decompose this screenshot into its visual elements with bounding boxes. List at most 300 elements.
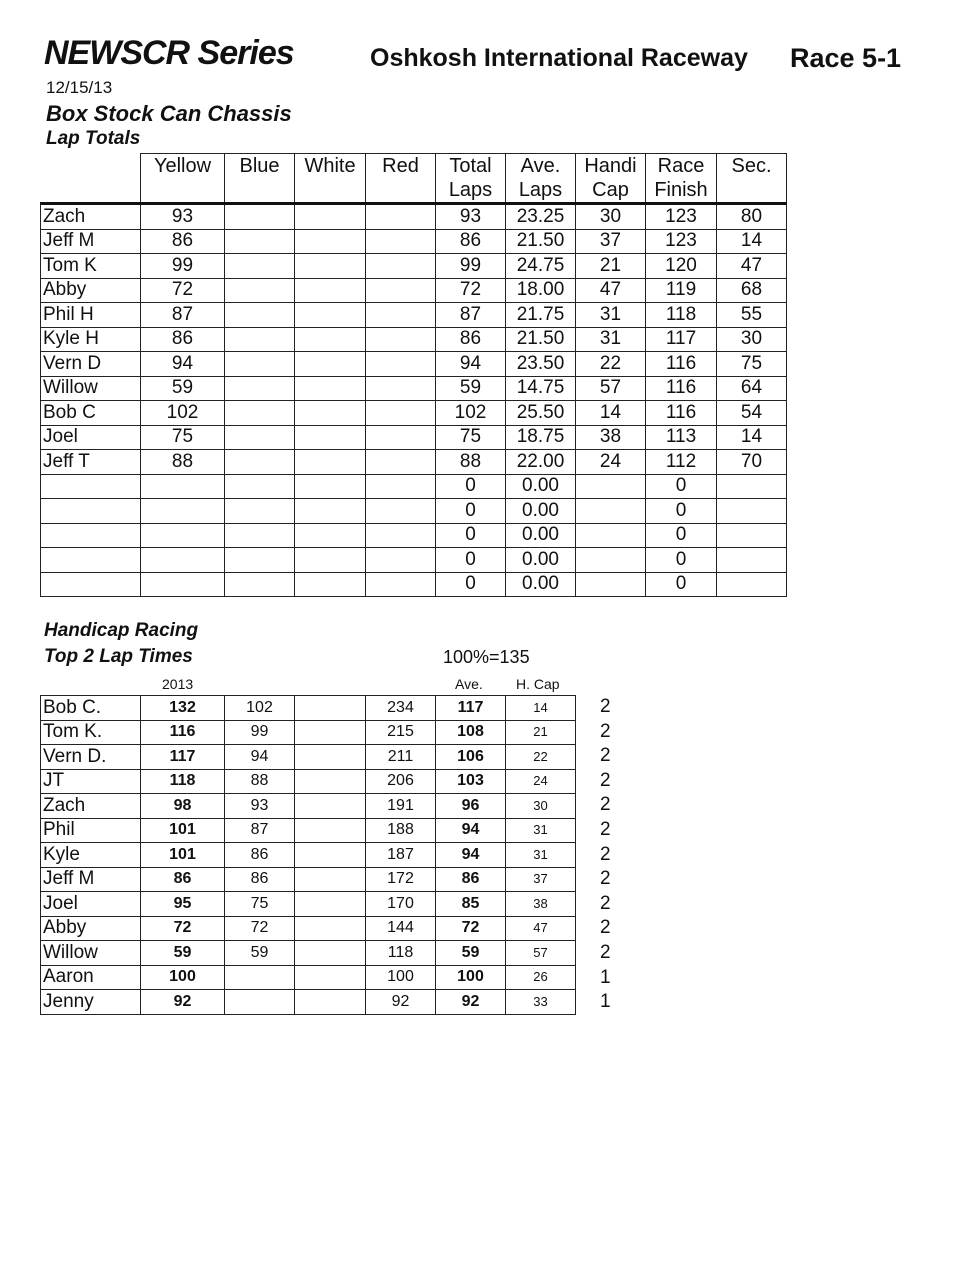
cell-finish: 117 xyxy=(646,327,717,352)
cell-sec: 54 xyxy=(717,401,787,426)
cell-white xyxy=(295,499,366,524)
cell-sec: 70 xyxy=(717,450,787,475)
column-header-top: Total xyxy=(449,155,492,177)
cell-yellow xyxy=(141,474,225,499)
cell-finish: 116 xyxy=(646,352,717,377)
cell-red xyxy=(366,254,436,279)
race-count: 2 xyxy=(600,745,611,767)
cell-white xyxy=(295,229,366,254)
table-row xyxy=(41,843,576,868)
cell-hcap: 57 xyxy=(506,941,576,966)
cell-red xyxy=(366,352,436,377)
series-title: NEWSCR Series xyxy=(44,34,294,72)
column-header xyxy=(717,154,787,204)
cell-red xyxy=(366,229,436,254)
cell-ave: 18.75 xyxy=(506,425,576,450)
cell-yellow: 102 xyxy=(141,401,225,426)
cell-red xyxy=(366,425,436,450)
cell-red xyxy=(366,474,436,499)
cell-y2013: 101 xyxy=(141,818,225,843)
table-row xyxy=(41,548,787,573)
cell-ave: 100 xyxy=(436,965,506,990)
cell-white xyxy=(295,254,366,279)
cell-y2013: 92 xyxy=(141,990,225,1015)
cell-total: 87 xyxy=(436,303,506,328)
cell-lap xyxy=(225,965,295,990)
cell-handicap xyxy=(576,499,646,524)
table-row xyxy=(41,745,576,770)
cell-hcap: 21 xyxy=(506,720,576,745)
table-row xyxy=(41,867,576,892)
table-row xyxy=(41,572,787,597)
table-row xyxy=(41,327,787,352)
cell-name: Vern D. xyxy=(41,745,141,770)
cell-total: 72 xyxy=(436,278,506,303)
cell-sec xyxy=(717,474,787,499)
cell-total: 0 xyxy=(436,523,506,548)
cell-total: 188 xyxy=(366,818,436,843)
cell-total: 172 xyxy=(366,867,436,892)
cell-blue xyxy=(225,474,295,499)
column-header-top: Race xyxy=(657,155,705,177)
cell-yellow: 86 xyxy=(141,327,225,352)
cell-sec xyxy=(717,572,787,597)
cell-ave: 103 xyxy=(436,769,506,794)
cell-sec: 14 xyxy=(717,229,787,254)
table-row xyxy=(41,720,576,745)
cell-white xyxy=(295,572,366,597)
cell-handicap: 47 xyxy=(576,278,646,303)
cell-c3 xyxy=(295,720,366,745)
race-count: 2 xyxy=(600,720,611,742)
column-header xyxy=(141,154,225,204)
cell-c3 xyxy=(295,818,366,843)
cell-handicap xyxy=(576,523,646,548)
cell-finish: 123 xyxy=(646,229,717,254)
cell-ave: 24.75 xyxy=(506,254,576,279)
cell-hcap: 14 xyxy=(506,696,576,721)
section-title: Lap Totals xyxy=(46,128,141,149)
table-row xyxy=(41,818,576,843)
cell-handicap xyxy=(576,474,646,499)
cell-name: Zach xyxy=(41,794,141,819)
cell-hcap: 38 xyxy=(506,892,576,917)
cell-yellow xyxy=(141,548,225,573)
cell-lap: 72 xyxy=(225,916,295,941)
table-row xyxy=(41,916,576,941)
cell-name: Abby xyxy=(41,278,141,303)
race-count: 2 xyxy=(600,794,611,816)
cell-sec xyxy=(717,499,787,524)
col-hcap-label: H. Cap xyxy=(516,676,560,692)
cell-c3 xyxy=(295,696,366,721)
cell-blue xyxy=(225,499,295,524)
cell-ave: 14.75 xyxy=(506,376,576,401)
cell-total: 99 xyxy=(436,254,506,279)
cell-lap: 86 xyxy=(225,867,295,892)
cell-name: Vern D xyxy=(41,352,141,377)
cell-name: Bob C. xyxy=(41,696,141,721)
cell-handicap: 24 xyxy=(576,450,646,475)
cell-y2013: 117 xyxy=(141,745,225,770)
cell-red xyxy=(366,327,436,352)
cell-c3 xyxy=(295,769,366,794)
cell-finish: 0 xyxy=(646,474,717,499)
table-row xyxy=(41,204,787,230)
cell-red xyxy=(366,278,436,303)
race-count: 2 xyxy=(600,942,611,963)
table-row xyxy=(41,303,787,328)
cell-ave: 0.00 xyxy=(506,499,576,524)
handicap-basis: 100%=135 xyxy=(443,647,530,667)
cell-white xyxy=(295,548,366,573)
cell-finish: 123 xyxy=(646,204,717,230)
cell-red xyxy=(366,376,436,401)
lap-totals-table xyxy=(40,202,787,597)
table-row xyxy=(41,696,576,721)
cell-total: 102 xyxy=(436,401,506,426)
cell-finish: 116 xyxy=(646,376,717,401)
cell-y2013: 59 xyxy=(141,941,225,966)
cell-ave: 22.00 xyxy=(506,450,576,475)
column-header-bottom: Finish xyxy=(654,179,708,201)
cell-yellow xyxy=(141,499,225,524)
cell-name: Kyle xyxy=(41,843,141,868)
table-row xyxy=(41,278,787,303)
cell-handicap: 31 xyxy=(576,303,646,328)
cell-sec: 75 xyxy=(717,352,787,377)
cell-lap: 88 xyxy=(225,769,295,794)
column-header-top: Handi xyxy=(584,155,637,177)
cell-c3 xyxy=(295,965,366,990)
cell-name: Phil xyxy=(41,818,141,843)
column-header xyxy=(295,154,366,204)
cell-ave: 23.25 xyxy=(506,204,576,230)
cell-y2013: 118 xyxy=(141,769,225,794)
cell-name: Abby xyxy=(41,916,141,941)
cell-white xyxy=(295,523,366,548)
table-row xyxy=(41,892,576,917)
cell-sec xyxy=(717,523,787,548)
column-header xyxy=(436,154,506,204)
table-row xyxy=(41,474,787,499)
table-row xyxy=(41,376,787,401)
column-header xyxy=(366,154,436,204)
table-row xyxy=(41,450,787,475)
cell-white xyxy=(295,278,366,303)
cell-name: Willow xyxy=(41,941,141,966)
cell-name: JT xyxy=(41,769,141,794)
handicap-subtitle: Top 2 Lap Times xyxy=(44,646,193,667)
cell-blue xyxy=(225,450,295,475)
cell-blue xyxy=(225,376,295,401)
cell-total: 187 xyxy=(366,843,436,868)
cell-name xyxy=(41,499,141,524)
cell-c3 xyxy=(295,916,366,941)
cell-white xyxy=(295,352,366,377)
cell-ave: 0.00 xyxy=(506,474,576,499)
cell-handicap xyxy=(576,548,646,573)
cell-name: Jenny xyxy=(41,990,141,1015)
cell-hcap: 30 xyxy=(506,794,576,819)
cell-ave: 94 xyxy=(436,818,506,843)
cell-total: 59 xyxy=(436,376,506,401)
cell-name: Jeff M xyxy=(41,229,141,254)
cell-name: Tom K xyxy=(41,254,141,279)
cell-blue xyxy=(225,204,295,230)
cell-ave: 23.50 xyxy=(506,352,576,377)
race-count: 2 xyxy=(600,917,611,939)
cell-ave: 18.00 xyxy=(506,278,576,303)
cell-name: Aaron xyxy=(41,965,141,990)
cell-total: 118 xyxy=(366,941,436,966)
cell-ave: 108 xyxy=(436,720,506,745)
column-header xyxy=(646,154,717,204)
cell-ave: 85 xyxy=(436,892,506,917)
cell-hcap: 33 xyxy=(506,990,576,1015)
column-header-top: Blue xyxy=(239,155,280,177)
cell-total: 191 xyxy=(366,794,436,819)
cell-red xyxy=(366,572,436,597)
cell-sec: 30 xyxy=(717,327,787,352)
cell-handicap: 38 xyxy=(576,425,646,450)
cell-total: 144 xyxy=(366,916,436,941)
cell-sec: 68 xyxy=(717,278,787,303)
table-row xyxy=(41,523,787,548)
cell-white xyxy=(295,474,366,499)
cell-name: Zach xyxy=(41,204,141,230)
cell-white xyxy=(295,450,366,475)
cell-ave: 94 xyxy=(436,843,506,868)
column-header-top: Sec. xyxy=(731,155,772,177)
cell-total: 75 xyxy=(436,425,506,450)
cell-hcap: 22 xyxy=(506,745,576,770)
column-header-top: Yellow xyxy=(153,155,212,177)
cell-c3 xyxy=(295,990,366,1015)
cell-handicap xyxy=(576,572,646,597)
cell-hcap: 31 xyxy=(506,843,576,868)
cell-blue xyxy=(225,254,295,279)
cell-name xyxy=(41,474,141,499)
cell-finish: 0 xyxy=(646,499,717,524)
cell-white xyxy=(295,425,366,450)
cell-total: 215 xyxy=(366,720,436,745)
cell-y2013: 100 xyxy=(141,965,225,990)
cell-name xyxy=(41,572,141,597)
cell-name: Jeff T xyxy=(41,450,141,475)
cell-blue xyxy=(225,523,295,548)
cell-handicap: 22 xyxy=(576,352,646,377)
cell-sec: 80 xyxy=(717,204,787,230)
cell-finish: 119 xyxy=(646,278,717,303)
column-header-bottom: Laps xyxy=(448,179,493,201)
cell-hcap: 24 xyxy=(506,769,576,794)
cell-ave: 21.50 xyxy=(506,229,576,254)
cell-name: Bob C xyxy=(41,401,141,426)
cell-red xyxy=(366,499,436,524)
cell-yellow: 72 xyxy=(141,278,225,303)
cell-sec: 14 xyxy=(717,425,787,450)
cell-yellow: 75 xyxy=(141,425,225,450)
cell-y2013: 116 xyxy=(141,720,225,745)
cell-ave: 0.00 xyxy=(506,572,576,597)
cell-lap: 93 xyxy=(225,794,295,819)
cell-blue xyxy=(225,229,295,254)
cell-name: Willow xyxy=(41,376,141,401)
cell-blue xyxy=(225,327,295,352)
race-count: 2 xyxy=(600,892,611,914)
cell-total: 93 xyxy=(436,204,506,230)
cell-sec xyxy=(717,548,787,573)
cell-total: 234 xyxy=(366,696,436,721)
cell-name: Kyle H xyxy=(41,327,141,352)
col-year-label: 2013 xyxy=(162,676,194,692)
cell-name xyxy=(41,548,141,573)
cell-handicap: 14 xyxy=(576,401,646,426)
cell-blue xyxy=(225,572,295,597)
cell-finish: 0 xyxy=(646,572,717,597)
cell-c3 xyxy=(295,867,366,892)
cell-total: 88 xyxy=(436,450,506,475)
cell-c3 xyxy=(295,892,366,917)
cell-blue xyxy=(225,425,295,450)
cell-red xyxy=(366,450,436,475)
cell-total: 94 xyxy=(436,352,506,377)
race-count: 2 xyxy=(600,843,611,865)
table-row xyxy=(41,990,576,1015)
cell-ave: 106 xyxy=(436,745,506,770)
cell-y2013: 132 xyxy=(141,696,225,721)
cell-sec: 64 xyxy=(717,376,787,401)
cell-c3 xyxy=(295,745,366,770)
cell-finish: 118 xyxy=(646,303,717,328)
cell-total: 86 xyxy=(436,327,506,352)
cell-blue xyxy=(225,278,295,303)
race-count: 2 xyxy=(600,819,611,840)
cell-y2013: 101 xyxy=(141,843,225,868)
cell-lap: 94 xyxy=(225,745,295,770)
table-row xyxy=(41,425,787,450)
cell-yellow: 94 xyxy=(141,352,225,377)
cell-ave: 21.50 xyxy=(506,327,576,352)
cell-blue xyxy=(225,303,295,328)
cell-total: 206 xyxy=(366,769,436,794)
cell-handicap: 57 xyxy=(576,376,646,401)
cell-lap: 86 xyxy=(225,843,295,868)
cell-lap xyxy=(225,990,295,1015)
cell-total: 0 xyxy=(436,548,506,573)
cell-total: 86 xyxy=(436,229,506,254)
cell-blue xyxy=(225,352,295,377)
handicap-title: Handicap Racing xyxy=(44,620,199,641)
handicap-table xyxy=(40,695,576,1015)
table-row xyxy=(41,941,576,966)
cell-ave: 72 xyxy=(436,916,506,941)
cell-total: 0 xyxy=(436,572,506,597)
cell-total: 0 xyxy=(436,474,506,499)
column-header-bottom: Laps xyxy=(518,179,563,201)
cell-red xyxy=(366,204,436,230)
cell-yellow: 87 xyxy=(141,303,225,328)
cell-hcap: 31 xyxy=(506,818,576,843)
cell-y2013: 86 xyxy=(141,867,225,892)
cell-hcap: 26 xyxy=(506,965,576,990)
cell-ave: 25.50 xyxy=(506,401,576,426)
cell-total: 92 xyxy=(366,990,436,1015)
cell-lap: 99 xyxy=(225,720,295,745)
cell-blue xyxy=(225,548,295,573)
cell-name: Phil H xyxy=(41,303,141,328)
class-name: Box Stock Can Chassis xyxy=(46,101,292,126)
venue-title: Oshkosh International Raceway xyxy=(370,44,748,72)
race-date: 12/15/13 xyxy=(46,78,113,97)
cell-handicap: 21 xyxy=(576,254,646,279)
cell-c3 xyxy=(295,843,366,868)
cell-white xyxy=(295,204,366,230)
cell-y2013: 72 xyxy=(141,916,225,941)
race-count: 2 xyxy=(600,696,611,717)
table-row xyxy=(41,769,576,794)
cell-y2013: 95 xyxy=(141,892,225,917)
cell-lap: 59 xyxy=(225,941,295,966)
table-row xyxy=(41,254,787,279)
cell-ave: 0.00 xyxy=(506,523,576,548)
cell-blue xyxy=(225,401,295,426)
table-row xyxy=(41,794,576,819)
cell-yellow: 59 xyxy=(141,376,225,401)
column-header-top: Ave. xyxy=(520,155,561,177)
cell-finish: 0 xyxy=(646,548,717,573)
cell-hcap: 37 xyxy=(506,867,576,892)
table-row xyxy=(41,401,787,426)
column-header xyxy=(576,154,646,204)
cell-sec: 47 xyxy=(717,254,787,279)
cell-white xyxy=(295,327,366,352)
cell-ave: 86 xyxy=(436,867,506,892)
race-count: 2 xyxy=(600,868,611,890)
cell-ave: 117 xyxy=(436,696,506,721)
cell-red xyxy=(366,303,436,328)
cell-finish: 0 xyxy=(646,523,717,548)
cell-red xyxy=(366,548,436,573)
column-header-bottom: Cap xyxy=(592,179,629,201)
cell-name xyxy=(41,523,141,548)
cell-total: 100 xyxy=(366,965,436,990)
cell-yellow xyxy=(141,523,225,548)
race-count: 1 xyxy=(600,966,611,988)
cell-yellow: 88 xyxy=(141,450,225,475)
cell-ave: 21.75 xyxy=(506,303,576,328)
cell-total: 0 xyxy=(436,499,506,524)
cell-name: Joel xyxy=(41,892,141,917)
race-count: 2 xyxy=(600,769,611,791)
cell-y2013: 98 xyxy=(141,794,225,819)
cell-handicap: 37 xyxy=(576,229,646,254)
cell-ave: 92 xyxy=(436,990,506,1015)
cell-white xyxy=(295,303,366,328)
cell-white xyxy=(295,376,366,401)
cell-red xyxy=(366,523,436,548)
cell-c3 xyxy=(295,941,366,966)
cell-finish: 112 xyxy=(646,450,717,475)
race-number: Race 5-1 xyxy=(790,43,902,73)
cell-yellow: 93 xyxy=(141,204,225,230)
cell-finish: 120 xyxy=(646,254,717,279)
table-row xyxy=(41,229,787,254)
col-ave-label: Ave. xyxy=(455,676,483,692)
cell-red xyxy=(366,401,436,426)
cell-name: Joel xyxy=(41,425,141,450)
